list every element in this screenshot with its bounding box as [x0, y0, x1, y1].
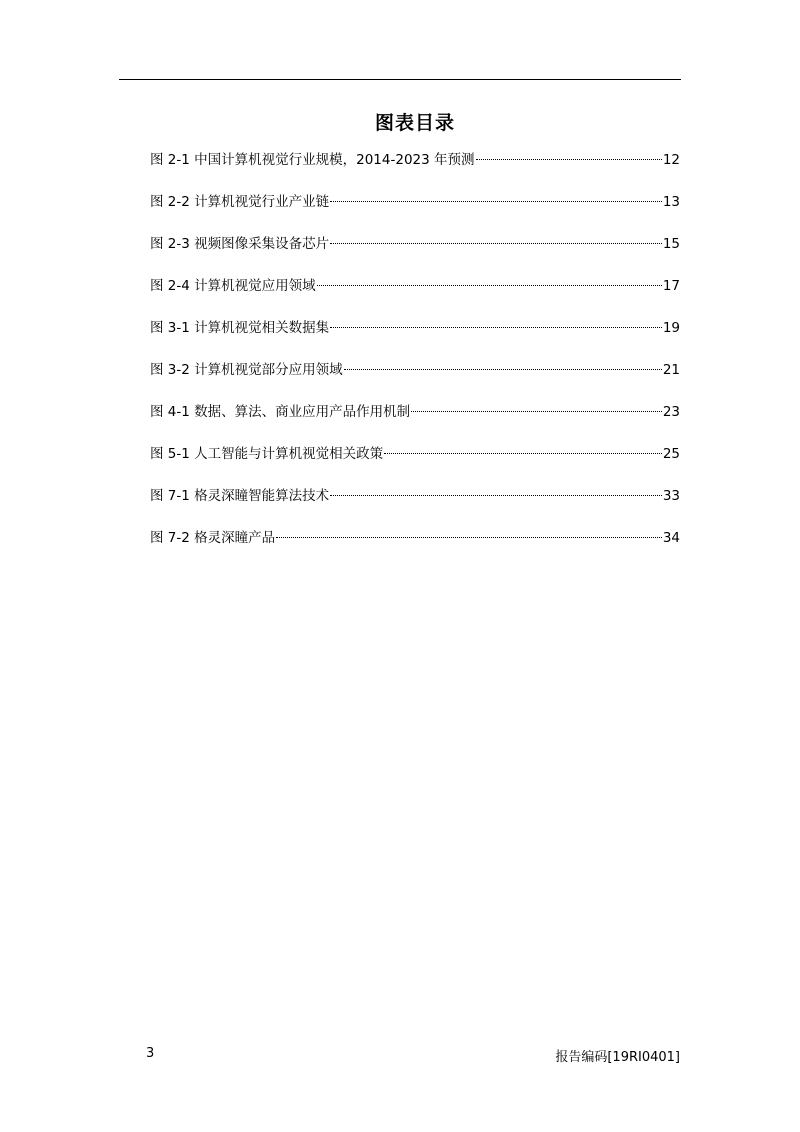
toc-dot-leader: [476, 159, 662, 160]
toc-entry-page: 25: [662, 446, 680, 462]
toc-entry[interactable]: [150, 232, 680, 274]
toc-entry-page: 17: [662, 278, 680, 294]
toc-entry-page: 12: [662, 152, 680, 168]
footer-page-number: 3: [146, 1046, 155, 1061]
toc-entry-label: 图 2-2 计算机视觉行业产业链: [150, 194, 330, 210]
toc-dot-leader: [330, 495, 662, 496]
toc-entry-page: 23: [662, 404, 680, 420]
toc-entry[interactable]: [150, 316, 680, 358]
toc-entry-label: 图 3-1 计算机视觉相关数据集: [150, 320, 330, 336]
toc-dot-leader: [411, 411, 662, 412]
toc-entry-label: 图 7-2 格灵深瞳产品: [150, 530, 276, 546]
toc-entry-label: 图 2-4 计算机视觉应用领域: [150, 278, 316, 294]
toc-dot-leader: [330, 243, 662, 244]
toc-title: 图表目录: [374, 112, 455, 134]
header-rule: [119, 79, 681, 80]
toc-entry[interactable]: [150, 442, 680, 484]
toc-entry-label: 图 4-1 数据、算法、商业应用产品作用机制: [150, 404, 411, 420]
toc-dot-leader: [384, 453, 662, 454]
toc-entry[interactable]: [150, 190, 680, 232]
toc-dot-leader: [330, 201, 662, 202]
toc-entry-page: 33: [662, 488, 680, 504]
toc-entry[interactable]: [150, 274, 680, 316]
toc-dot-leader: [276, 537, 662, 538]
toc-entry-label: 图 7-1 格灵深瞳智能算法技术: [150, 488, 330, 504]
toc-entry-label: 图 3-2 计算机视觉部分应用领域: [150, 362, 343, 378]
toc-entry-page: 15: [662, 236, 680, 252]
toc-list: [150, 148, 680, 568]
toc-entry-page: 21: [662, 362, 680, 378]
toc-entry[interactable]: [150, 148, 680, 190]
toc-entry-label: 图 2-3 视频图像采集设备芯片: [150, 236, 330, 252]
toc-entry-page: 13: [662, 194, 680, 210]
toc-entry[interactable]: [150, 358, 680, 400]
toc-dot-leader: [317, 285, 662, 286]
toc-entry[interactable]: [150, 526, 680, 568]
toc-entry[interactable]: [150, 400, 680, 442]
toc-entry-label: 图 5-1 人工智能与计算机视觉相关政策: [150, 446, 384, 462]
toc-dot-leader: [344, 369, 662, 370]
footer-report-code: 报告编码[19RI0401]: [555, 1050, 680, 1065]
toc-entry-page: 34: [662, 530, 680, 546]
toc-entry[interactable]: [150, 484, 680, 526]
toc-entry-label: 图 2-1 中国计算机视觉行业规模，2014-2023 年预测: [150, 152, 475, 168]
toc-dot-leader: [330, 327, 662, 328]
toc-entry-page: 19: [662, 320, 680, 336]
